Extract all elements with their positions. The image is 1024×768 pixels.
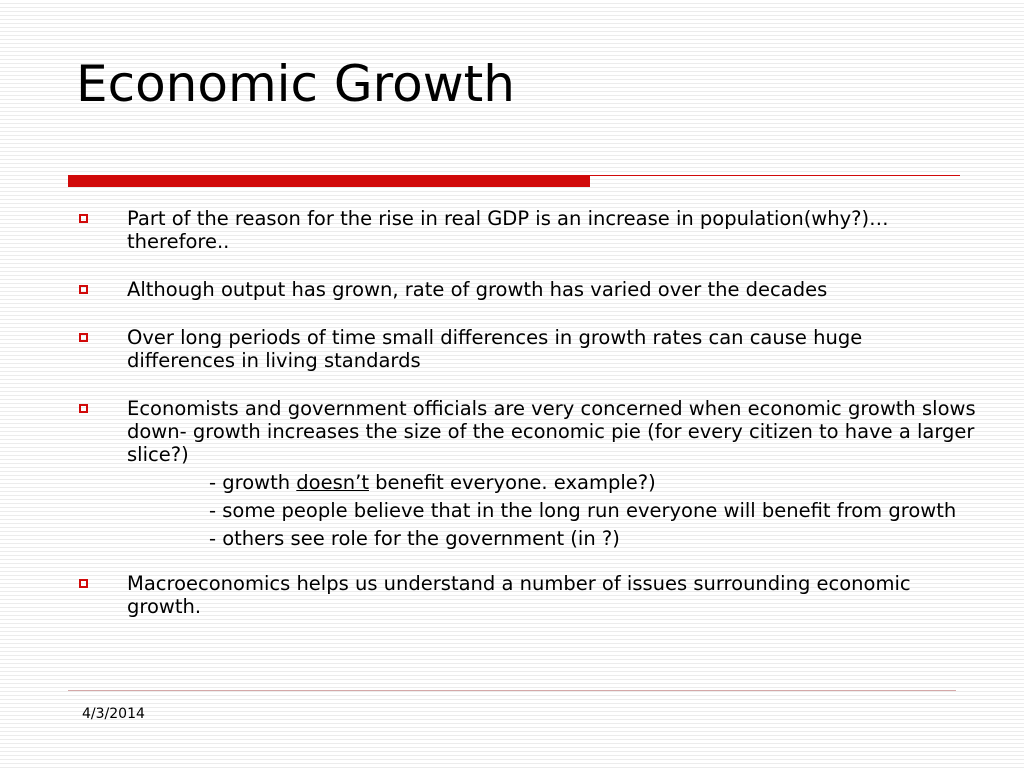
title-underline-thick bbox=[68, 175, 590, 187]
underlined-word: doesn’t bbox=[296, 471, 369, 494]
bullet-text: Over long periods of time small differences in growth rates can cause huge differences in living standards bbox=[127, 326, 863, 372]
footer-divider bbox=[68, 690, 956, 691]
bullet-text: Economists and government officials are very concerned when economic growth slows down- growth increases the size of the economic pie (for every citizen to have a larger slice?) bbox=[127, 397, 976, 466]
bullet-item-output bbox=[76, 278, 976, 301]
bullet-list bbox=[76, 207, 976, 643]
bullet-item-population bbox=[76, 207, 976, 253]
sub-point-suffix: benefit everyone. example?) bbox=[368, 471, 656, 494]
slide-title: Economic Growth bbox=[76, 55, 515, 113]
sub-point-growth-benefit bbox=[127, 471, 976, 494]
bullet-text: Macroeconomics helps us understand a number of issues surrounding economic growth. bbox=[127, 572, 911, 618]
hollow-square-icon bbox=[79, 285, 88, 294]
sub-point-prefix: - growth bbox=[209, 471, 297, 494]
slide-date: 4/3/2014 bbox=[82, 706, 145, 722]
bullet-text: Although output has grown, rate of growth has varied over the decades bbox=[127, 278, 828, 301]
sub-point-government-role bbox=[127, 527, 976, 550]
sub-point-long-run bbox=[127, 499, 976, 522]
bullet-item-growth-rates bbox=[76, 326, 976, 372]
bullet-text: Part of the reason for the rise in real GDP is an increase in population(why?)… therefore.. bbox=[127, 207, 889, 253]
hollow-square-icon bbox=[79, 333, 88, 342]
sub-point-text: - others see role for the government (in ?) bbox=[209, 527, 620, 550]
bullet-item-macroeconomics bbox=[76, 572, 976, 618]
hollow-square-icon bbox=[79, 579, 88, 588]
bullet-item-economists bbox=[76, 397, 976, 550]
hollow-square-icon bbox=[79, 404, 88, 413]
sub-point-text: - some people believe that in the long run everyone will benefit from growth bbox=[209, 499, 957, 522]
title-underline-thin bbox=[590, 175, 960, 176]
hollow-square-icon bbox=[79, 214, 88, 223]
